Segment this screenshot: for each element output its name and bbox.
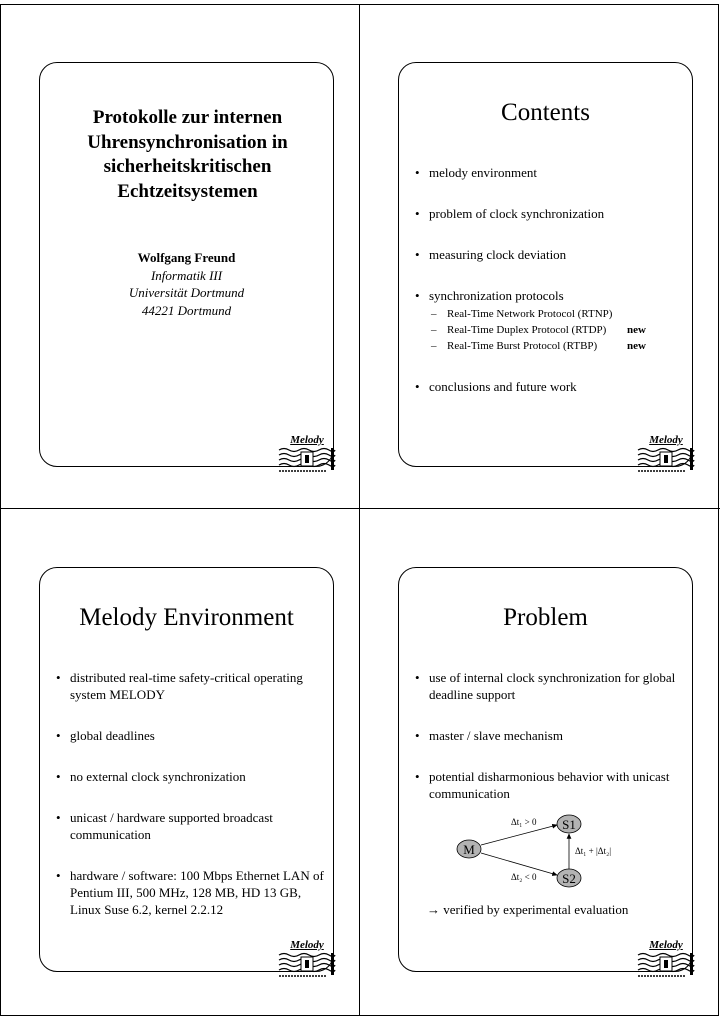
sub-list-item: – Real-Time Network Protocol (RTNP) [429,306,683,322]
slide-heading: Melody Environment [79,604,294,631]
problem-list [413,669,683,826]
melody-logo [636,436,696,474]
new-badge: new [627,324,646,336]
author-block [40,249,333,319]
delta-t2-label: Δt₂ < 0 [511,872,537,882]
melody-logo [277,941,337,979]
list-item: • unicast / hardware supported broadcast communication [54,809,324,843]
delta-sum-label: Δt₁ + |Δt₂| [575,846,612,856]
title-line: Echtzeitsystemen [117,180,258,202]
slave2-label: S2 [562,871,576,886]
slide-title-page [39,62,334,467]
list-item: • conclusions and future work [413,378,683,395]
slide-heading: Contents [501,99,590,126]
protocol-sublist [429,306,683,354]
list-item: • distributed real-time safety-critical operating system MELODY [54,669,324,703]
vertical-divider [359,4,360,1016]
slide-melody-environment [39,567,341,972]
list-item: • synchronization protocols – Real-Time Network Protocol (RTNP) – Real-Time Duplex Protocol (RTDP) new – Real-Time Burst Protocol (RTBP) new [413,287,683,354]
sub-list-item: – Real-Time Burst Protocol (RTBP) new [429,338,683,354]
presentation-title [50,106,325,204]
master-label: M [463,842,475,857]
horizontal-divider [0,508,720,509]
contents-list [413,164,683,419]
melody-logo [277,436,337,474]
sub-list-item: – Real-Time Duplex Protocol (RTDP) new [429,322,683,338]
verified-note: → verified by experimental evaluation [427,902,629,917]
title-line: Uhrensynchronisation in [87,131,288,153]
arrow-m-to-s1 [481,825,557,845]
list-item: • global deadlines [54,727,324,744]
affiliation-line: Universität Dortmund [128,285,245,300]
delta-t1-label: Δt₁ > 0 [511,817,537,827]
author-name: Wolfgang Freund [137,250,236,265]
list-item: • measuring clock deviation [413,246,683,263]
logo-text: Melody [290,434,324,446]
new-badge: new [627,340,646,352]
list-item: • hardware / software: 100 Mbps Ethernet LAN of Pentium III, 500 MHz, 128 MB, HD 13 GB, Linux Suse 6.2, kernel 2.2.12 [54,867,324,918]
slide-heading: Problem [503,604,588,631]
affiliation-line: 44221 Dortmund [141,302,232,318]
logo-text: Melody [290,939,324,951]
title-line: Protokolle zur internen [92,107,283,128]
list-item: • use of internal clock synchronization for global deadline support [413,669,683,703]
slave1-label: S1 [562,817,576,832]
list-item: • no external clock synchronization [54,768,324,785]
logo-text: Melody [649,434,683,446]
title-line: sicherheitskritischen [103,156,272,177]
list-item: • melody environment [413,164,683,181]
master-slave-diagram [451,810,661,892]
list-item: • potential disharmonious behavior with unicast communication [413,768,683,802]
slide-contents [398,62,693,467]
affiliation-line: Informatik III [150,267,223,283]
list-item: • problem of clock synchronization [413,205,683,222]
melody-logo [636,941,696,979]
environment-list [54,669,341,942]
logo-text: Melody [649,939,683,951]
slide-problem [398,567,693,972]
list-item: • master / slave mechanism [413,727,683,744]
